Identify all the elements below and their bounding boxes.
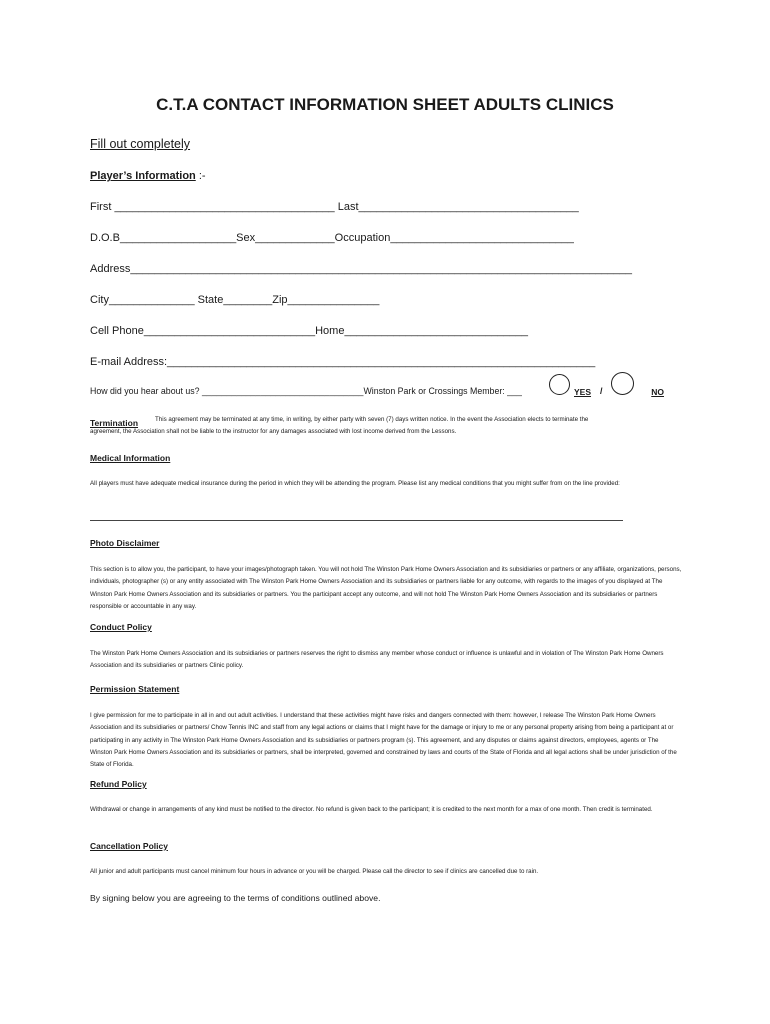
medical-text: All players must have adequate medical insurance during the period in which they will be attending the program. Please list any medical conditions that you might suffer from on the line provided: bbox=[90, 480, 620, 487]
termination-label: Termination bbox=[90, 418, 139, 428]
city-state-zip-field[interactable]: City______________ State________Zip_______________ bbox=[90, 294, 380, 306]
page-title: C.T.A CONTACT INFORMATION SHEET ADULTS CLINICS bbox=[156, 95, 614, 114]
no-label: NO bbox=[651, 387, 664, 397]
conduct-text: The Winston Park Home Owners Association and its subsidiaries or partners reserves the right to dismiss any member whose conduct or influence is unlawful and in violation of The Winston Park Home Owners Association and its subsidiaries or partners Clinic policy. bbox=[90, 650, 664, 670]
medical-conditions-line[interactable] bbox=[90, 520, 623, 521]
termination-text-line2: agreement, the Association shall not be liable to the instructor for any damages associated with lost income derived from the Lessons. bbox=[90, 428, 457, 435]
address-field[interactable]: Address__________________________________________________________________________________ bbox=[90, 263, 633, 275]
photo-text: This section is to allow you, the participant, to have your images/photograph taken. You will not hold The Winston Park Home Owners Association and its subsidiaries or partners or any affiliate, organizations, persons, individuals, photographer (s) or any entity associated with The Winston Park Home Owners Association and its subsidiaries or partners liable for any outcome, with regards to the images of you displayed at The Winston Park Home Owners Association and its subsidiaries or partners. You the participant accept any outcome, and will not hold The Winston Park Home Owners Association and its subsidiaries or partners responsible or accountable in any way. bbox=[90, 566, 682, 610]
photo-heading: Photo Disclaimer bbox=[90, 538, 160, 548]
email-field[interactable]: E-mail Address:______________________________________________________________________ bbox=[90, 356, 596, 368]
players-info-suffix: :- bbox=[195, 170, 206, 182]
slash-separator: / bbox=[600, 386, 603, 396]
permission-text: I give permission for me to participate in all in and out adult activities. I understand that these activities might have risks and dangers connected with them: however, I release The Winston Park Home Owners Association and its subsidiaries or partners/ Chow Tennis INC and staff from any legal actions or claims that I might have for the damage or injury to me or any personal property arising from being a participant at or participating in any activity in The Winston Park Home Owners Association and its subsidiaries or partners program (s). This agreement, and any disputes or claims against directors, employees, agents or The Winston Park Home Owners Association and its subsidiaries or partners, shall be interpreted, governed and constrained by laws and courts of the State of Florida and all legal actions shall be under jurisdiction of the State of Florida. bbox=[90, 712, 677, 769]
players-info-label: Player’s Information bbox=[90, 170, 196, 182]
referral-field[interactable]: How did you hear about us? _________________________________Winston Park or Crossings Member: ___ bbox=[90, 386, 522, 396]
cancellation-text: All junior and adult participants must cancel minimum four hours in advance or you will be charged. Please call the director to see if clinics are cancelled due to rain. bbox=[90, 868, 539, 875]
players-info-heading bbox=[90, 170, 206, 182]
no-radio[interactable] bbox=[611, 372, 634, 395]
page-subtitle: Fill out completely bbox=[90, 137, 191, 151]
medical-heading: Medical Information bbox=[90, 453, 171, 463]
closing-statement: By signing below you are agreeing to the terms of conditions outlined above. bbox=[90, 893, 381, 903]
cancellation-heading: Cancellation Policy bbox=[90, 841, 168, 851]
dob-sex-occupation-field[interactable]: D.O.B___________________Sex_____________Occupation______________________________ bbox=[90, 232, 574, 244]
phone-field[interactable]: Cell Phone____________________________Home______________________________ bbox=[90, 325, 528, 337]
first-last-name-field[interactable]: First ____________________________________ Last____________________________________ bbox=[90, 201, 579, 213]
refund-text: Withdrawal or change in arrangements of any kind must be notified to the director. No refund is given back to the participant; it is credited to the next month for a max of one month. Then credit is terminated. bbox=[90, 806, 653, 813]
conduct-heading: Conduct Policy bbox=[90, 622, 152, 632]
permission-heading: Permission Statement bbox=[90, 684, 180, 694]
yes-radio[interactable] bbox=[549, 374, 570, 395]
refund-heading: Refund Policy bbox=[90, 779, 147, 789]
yes-label: YES bbox=[574, 387, 592, 397]
termination-text-line1: This agreement may be terminated at any time, in writing, by either party with seven (7) days written notice. In the event the Association elects to terminate the bbox=[155, 416, 589, 423]
